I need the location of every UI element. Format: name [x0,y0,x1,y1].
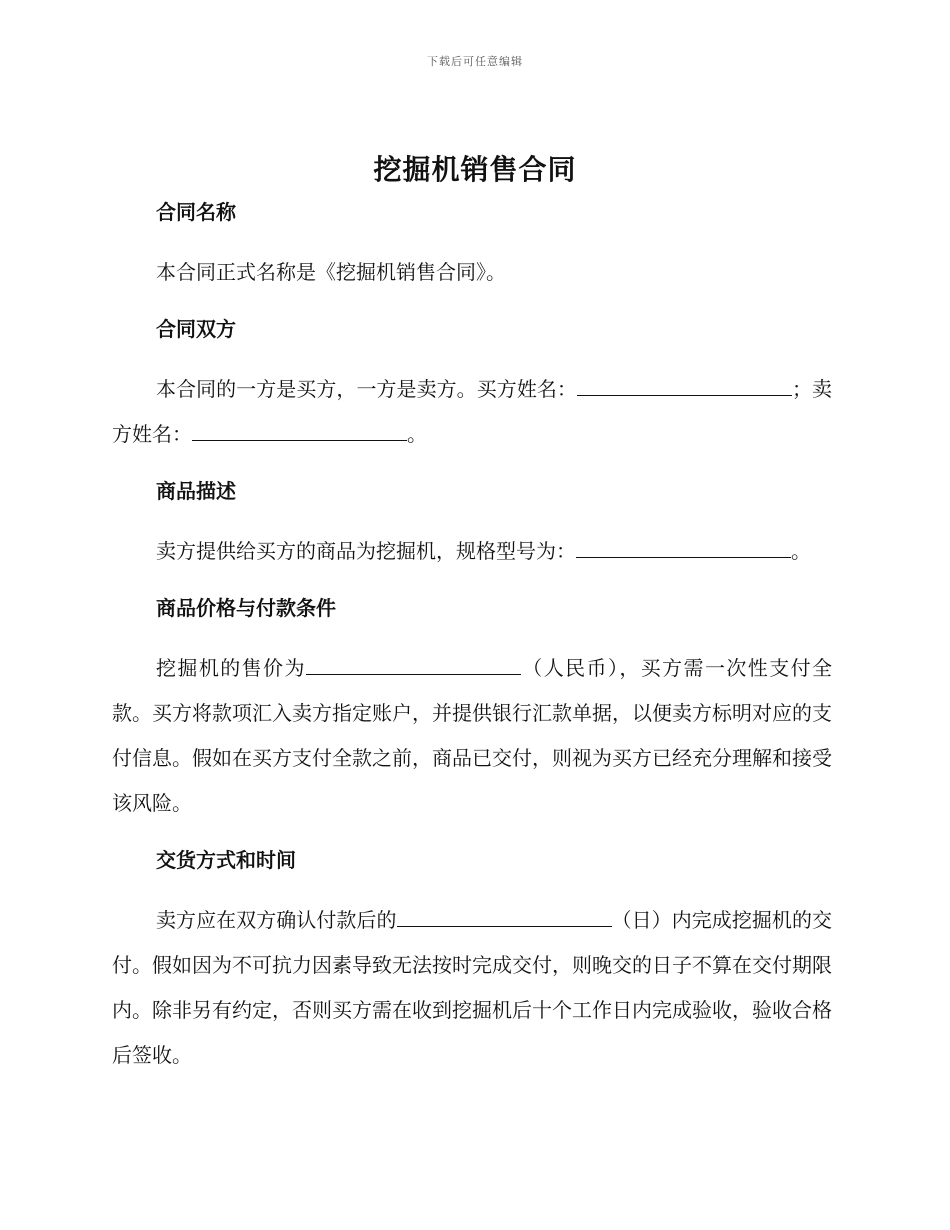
goods-text-2: 。 [791,539,811,563]
price-text-1: 挖掘机的售价为 [156,656,306,680]
section-body-price-payment [112,646,832,826]
parties-text-2: ；卖方姓名： [112,377,833,446]
buyer-name-blank [577,373,792,396]
section-heading-delivery: 交货方式和时间 [156,848,296,872]
section-heading-contract-name: 合同名称 [156,200,236,224]
seller-name-blank [192,418,407,441]
section-body-contract-name [112,250,832,295]
price-text-2: （人民币），买方需一次性支付全款。买方将款项汇入卖方指定账户，并提供银行汇款单据，以便卖方标明对应的支付信息。假如在买方支付全款之前，商品已交付，则视为买方已经充分理解和接受该风险。 [112,656,833,815]
model-number-blank [576,535,791,558]
delivery-days-blank [397,904,612,927]
delivery-text-1: 卖方应在双方确认付款后的 [156,908,397,932]
section-heading-parties: 合同双方 [156,317,236,341]
document-title: 挖掘机销售合同 [373,153,577,186]
goods-text-1: 卖方提供给买方的商品为挖掘机，规格型号为： [156,539,576,563]
section-body-delivery [112,898,832,1078]
delivery-text-2: （日）内完成挖掘机的交付。假如因为不可抗力因素导致无法按时完成交付，则晚交的日子不算在交付期限内。除非另有约定，否则买方需在收到挖掘机后十个工作日内完成验收，验收合格后签收。 [112,908,833,1067]
document-body [112,196,832,1096]
section-body-goods [112,529,832,574]
contract-name-text: 本合同正式名称是《挖掘机销售合同》。 [156,260,506,284]
price-blank [306,652,521,675]
page-header-note: 下载后可任意编辑 [427,55,523,68]
section-heading-price-payment: 商品价格与付款条件 [156,596,336,620]
section-body-parties [112,367,832,457]
section-heading-goods: 商品描述 [156,479,236,503]
parties-text-3: 。 [407,422,427,446]
parties-text-1: 本合同的一方是买方，一方是卖方。买方姓名： [156,377,577,401]
